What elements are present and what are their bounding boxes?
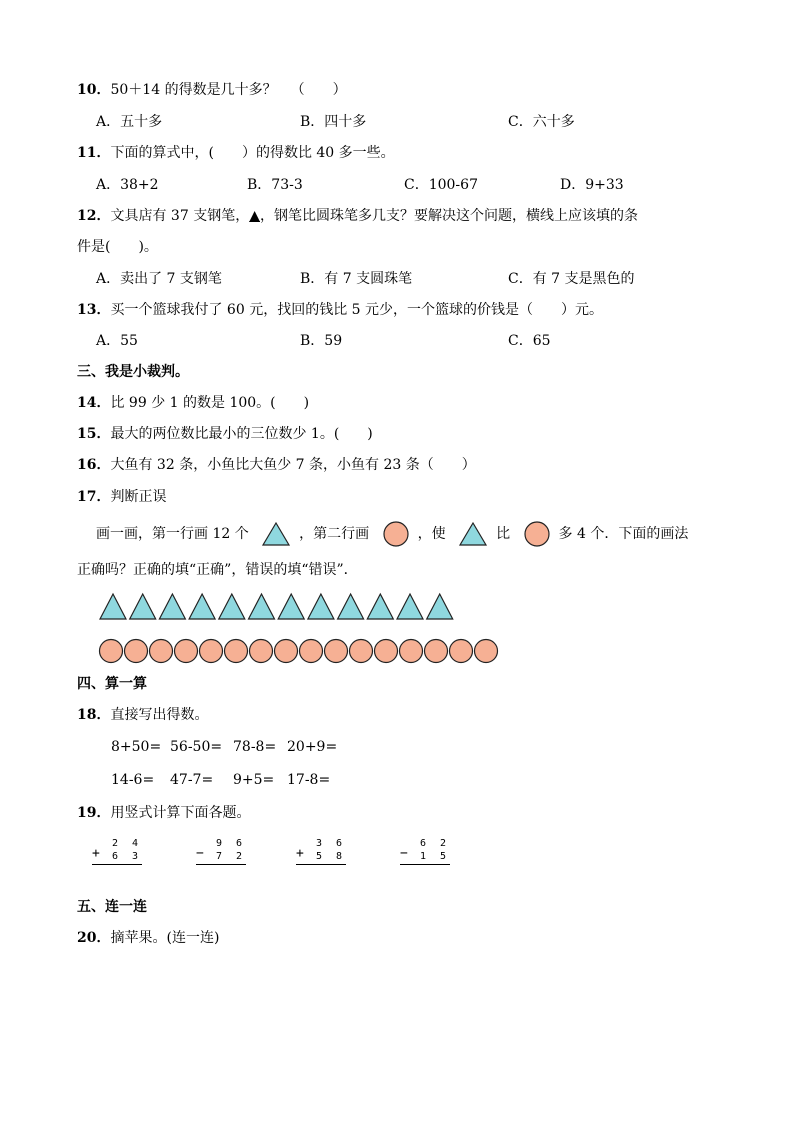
plus-sign: + xyxy=(296,846,304,861)
option-b: B．59 xyxy=(300,333,343,349)
question-number: 18． xyxy=(77,707,111,723)
circle-shape xyxy=(125,640,148,663)
circle-shape xyxy=(450,640,473,663)
calc-item: 9+5= xyxy=(233,772,275,788)
question-text: 大鱼有 32 条，小鱼比大鱼少 7 条，小鱼有 23 条（ ） xyxy=(110,457,476,473)
option-c: C．100-67 xyxy=(404,177,478,193)
circle-shape xyxy=(400,640,423,663)
calc-item: 14-6= xyxy=(111,772,155,788)
question-13 xyxy=(77,300,603,320)
circle-shape xyxy=(325,640,348,663)
triangle-blank-icon: ▲ xyxy=(249,208,260,224)
calc-item: 8+50= xyxy=(111,739,162,755)
description-part-4: 比 xyxy=(496,526,511,542)
question-16 xyxy=(77,455,476,475)
question-text: 下面的算式中，( ）的得数比 40 多一些。 xyxy=(110,145,395,161)
circle-shape xyxy=(425,640,448,663)
question-title: 用竖式计算下面各题。 xyxy=(110,805,251,821)
question-17-line2: 正确吗？正确的填“正确”，错误的填“错误”． xyxy=(77,562,358,578)
calc-line xyxy=(92,864,142,865)
triangle-shape xyxy=(130,594,156,619)
question-number: 12． xyxy=(77,208,111,224)
question-12 xyxy=(77,206,638,226)
triangle-shape xyxy=(189,594,215,619)
calc-item: 20+9= xyxy=(287,739,338,755)
description-part-5: 多 4 个．下面的画法 xyxy=(558,526,689,542)
plus-sign: + xyxy=(92,846,100,861)
triangle-icon xyxy=(458,521,488,547)
question-17 xyxy=(77,487,166,507)
option-c: C．有 7 支是黑色的 xyxy=(508,271,635,287)
top-number: 3 6 xyxy=(315,838,346,849)
question-11 xyxy=(77,143,395,163)
option-b: B．有 7 支圆珠笔 xyxy=(300,271,413,287)
question-15 xyxy=(77,424,373,444)
top-number: 2 4 xyxy=(111,838,142,849)
minus-sign: − xyxy=(196,846,204,861)
circle-shape xyxy=(200,640,223,663)
question-number: 20． xyxy=(77,930,111,946)
question-10 xyxy=(77,80,347,100)
circle-shape xyxy=(225,640,248,663)
circle-icon xyxy=(382,520,410,548)
section-5-heading: 五、连一连 xyxy=(77,899,147,915)
vertical-calc-3 xyxy=(296,837,346,863)
triangle-shape xyxy=(308,594,334,619)
option-c: C．六十多 xyxy=(508,114,575,130)
question-number: 14． xyxy=(77,395,111,411)
circle-shape xyxy=(250,640,273,663)
bottom-number: 6 3 xyxy=(111,851,142,862)
question-text: 买一个篮球我付了 60 元，找回的钱比 5 元少，一个篮球的价钱是（ ）元。 xyxy=(110,302,604,318)
question-text-cont: ，钢笔比圆珠笔多几支？要解决这个问题，横线上应该填的条 xyxy=(259,208,638,224)
triangle-shape xyxy=(397,594,423,619)
triangle-shape xyxy=(278,594,304,619)
description-part-2: ，第二行画 xyxy=(299,526,370,542)
question-text: 比 99 少 1 的数是 100。( ) xyxy=(110,395,310,411)
circle-shape xyxy=(275,640,298,663)
calc-item: 78-8= xyxy=(233,739,277,755)
triangle-shape xyxy=(219,594,245,619)
description-part-1: 画一画，第一行画 12 个 xyxy=(96,526,249,542)
question-text: 最大的两位数比最小的三位数少 1。( ) xyxy=(110,426,373,442)
triangle-shape xyxy=(367,594,393,619)
bottom-number: 1 5 xyxy=(419,851,450,862)
bottom-number: 5 8 xyxy=(315,851,346,862)
question-20 xyxy=(77,928,219,948)
calc-line xyxy=(196,864,246,865)
bottom-number: 7 2 xyxy=(215,851,246,862)
question-text: 摘苹果。(连一连) xyxy=(110,930,220,946)
circle-shape xyxy=(375,640,398,663)
question-number: 13． xyxy=(77,302,111,318)
question-18 xyxy=(77,705,208,725)
calc-line xyxy=(400,864,450,865)
vertical-calc-1 xyxy=(92,837,142,863)
option-b: B．四十多 xyxy=(300,114,367,130)
question-19 xyxy=(77,803,250,823)
calc-line xyxy=(296,864,346,865)
minus-sign: − xyxy=(400,846,408,861)
calc-item: 47-7= xyxy=(170,772,214,788)
top-number: 6 2 xyxy=(419,838,450,849)
circle-shape xyxy=(175,640,198,663)
triangle-shape xyxy=(338,594,364,619)
triangle-icon xyxy=(261,521,291,547)
option-a: A．五十多 xyxy=(96,114,163,130)
option-c: C．65 xyxy=(508,333,551,349)
triangle-shape xyxy=(100,594,126,619)
circle-shape xyxy=(350,640,373,663)
triangle-shape xyxy=(249,594,275,619)
circle-shape xyxy=(150,640,173,663)
option-a: A．卖出了 7 支钢笔 xyxy=(96,271,222,287)
section-4-heading: 四、算一算 xyxy=(77,676,147,692)
option-d: D．9+33 xyxy=(560,177,624,193)
circle-shape xyxy=(100,640,123,663)
triangle-shape xyxy=(159,594,185,619)
question-17-description xyxy=(96,520,688,548)
question-number: 17． xyxy=(77,489,111,505)
option-b: B．73-3 xyxy=(247,177,303,193)
circle-row xyxy=(98,637,508,665)
question-12-line2: 件是( )。 xyxy=(77,239,158,255)
circle-shape xyxy=(475,640,498,663)
question-14 xyxy=(77,393,309,413)
calc-item: 56-50= xyxy=(170,739,223,755)
vertical-calc-4 xyxy=(400,837,450,863)
triangle-shape xyxy=(427,594,453,619)
question-title: 直接写出得数。 xyxy=(110,707,209,723)
question-text: 50＋14 的得数是几十多？ xyxy=(110,82,277,98)
question-title: 判断正误 xyxy=(110,489,167,505)
calc-item: 17-8= xyxy=(287,772,331,788)
triangle-row xyxy=(98,592,468,622)
question-number: 16． xyxy=(77,457,111,473)
vertical-calc-2 xyxy=(196,837,246,863)
question-number: 11． xyxy=(77,145,111,161)
option-a: A．55 xyxy=(96,333,138,349)
question-number: 19． xyxy=(77,805,111,821)
question-number: 15． xyxy=(77,426,111,442)
question-number: 10． xyxy=(77,82,111,98)
top-number: 9 6 xyxy=(215,838,246,849)
section-3-heading: 三、我是小裁判。 xyxy=(77,364,189,380)
answer-blank: （ ） xyxy=(290,82,347,98)
circle-icon xyxy=(523,520,551,548)
description-part-3: ，使 xyxy=(417,526,446,542)
circle-shape xyxy=(300,640,323,663)
option-a: A．38+2 xyxy=(96,177,159,193)
question-text: 文具店有 37 支钢笔， xyxy=(110,208,250,224)
